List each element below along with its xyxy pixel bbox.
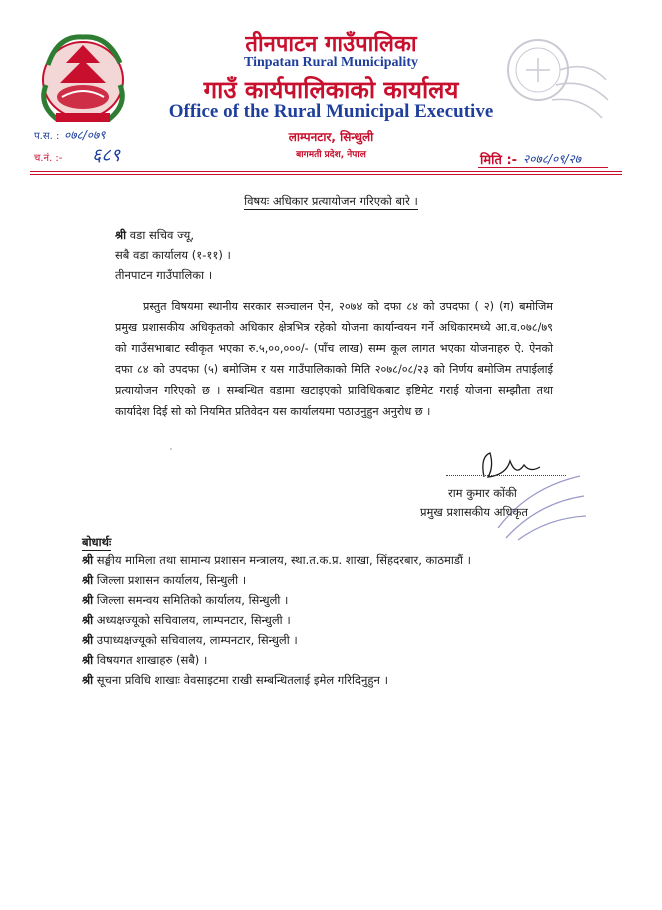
ps-value: ०७८/०७९ (64, 128, 106, 142)
cc-prefix: श्री (82, 553, 94, 567)
addressee-prefix: श्री (115, 228, 127, 242)
office-seal-stamp (498, 30, 616, 128)
cc-text: जिल्ला समन्वय समितिको कार्यालय, सिन्धुली । (96, 593, 289, 607)
office-name-np: तीनपाटन गाउँपालिका (245, 32, 417, 57)
cc-prefix: श्री (82, 573, 94, 587)
cc-item (82, 573, 246, 588)
province-np: बागमती प्रदेश, नेपाल (296, 150, 366, 160)
cc-text: सूचना प्रविधि शाखाः वेवसाइटमा राखी सम्बन्धितलाई इमेल गरिदिनुहुन । (96, 673, 388, 687)
cc-item (82, 633, 298, 648)
header-divider (30, 171, 622, 172)
addressee-name: वडा सचिव ज्यू, (129, 228, 194, 242)
address-np: लाम्पनटार, सिन्धुली (288, 130, 374, 144)
cc-text: विषयगत शाखाहरु (सबै) । (96, 653, 208, 667)
cc-heading: बोधार्थः (82, 535, 112, 549)
cn-label: च.नं. :- (34, 153, 63, 164)
cc-prefix: श्री (82, 633, 94, 647)
cc-text: अध्यक्षज्यूको सचिवालय, लाम्पनटार, सिन्धुली । (96, 613, 291, 627)
office-name-en: Tinpatan Rural Municipality (243, 55, 418, 70)
date-value: २०७८/०९/२७ (523, 152, 582, 166)
date-underline (478, 167, 608, 168)
cc-prefix: श्री (82, 653, 94, 667)
signatory-title: प्रमुख प्रशासकीय अधिकृत (420, 505, 528, 519)
header-divider-thin (30, 174, 622, 175)
subject-text: विषयः अधिकार प्रत्यायोजन गरिएको बारे । (244, 194, 418, 208)
cc-item (82, 553, 471, 568)
letter-subject (0, 194, 662, 209)
ps-label: प.स. : (34, 131, 60, 142)
date-label: मिति :- (480, 153, 518, 168)
cc-item (82, 593, 288, 608)
executive-name-en: Office of the Rural Municipal Executive (168, 101, 494, 122)
signature-line (446, 475, 566, 476)
cc-text: उपाध्यक्षज्यूको सचिवालय, लाम्पनटार, सिन्धुली । (96, 633, 298, 647)
letter-body: प्रस्तुत विषयमा स्थानीय सरकार सञ्चालन ऐन, २०७४ को दफा ८४ को उपदफा ( २) (ग) बमोजिम प्रमुख प्रशासकीय अधिकृतको अधिकार क्षेत्रभित्र रहेको योजना कार्यान्वयन गर्ने अधिकारमध्ये आ.व.०७८/७९ को गाउँसभाबाट स्वीकृत भएका रु.५,००,०००/- (पाँच लाख) सम्म कूल लागत भएका योजनाहरु ऐ. ऐनको दफा ८४ को उपदफा (५) बमोजिम र यस गाउँपालिकाको मिति २०७८/०८/२३ को निर्णय बमोजिम तपाईलाई प्रत्यायोजन गरिएको छ । सम्बन्धित वडामा खटाइएको प्राविधिकबाट इष्टिमेट गराई योजना सम्झौता तथा कार्यादेश दिई सो को नियमित प्रतिवेदन यस कार्यालयमा पठाउनुहुन अनुरोध छ । (115, 300, 553, 418)
cn-value: ६८९ (92, 145, 121, 166)
cc-text: सङ्घीय मामिला तथा सामान्य प्रशासन मन्त्रालय, स्था.त.क.प्र. शाखा, सिंहदरबार, काठमाडौं । (96, 553, 472, 567)
cc-prefix: श्री (82, 593, 94, 607)
executive-name-np: गाउँ कार्यपालिकाको कार्यालय (203, 76, 459, 104)
signatory-name: राम कुमार कोंकी (448, 486, 517, 500)
cc-prefix: श्री (82, 613, 94, 627)
addressee-line-1 (115, 228, 194, 243)
cc-item (82, 673, 388, 688)
cc-prefix: श्री (82, 673, 94, 687)
stray-mark: ' (170, 447, 172, 455)
cc-text: जिल्ला प्रशासन कार्यालय, सिन्धुली । (96, 573, 247, 587)
addressee-line-3: तीनपाटन गाउँपालिका । (115, 268, 213, 282)
cc-item (82, 613, 291, 628)
addressee-line-2: सबै वडा कार्यालय (१-११) । (115, 248, 231, 262)
cc-item (82, 653, 207, 668)
